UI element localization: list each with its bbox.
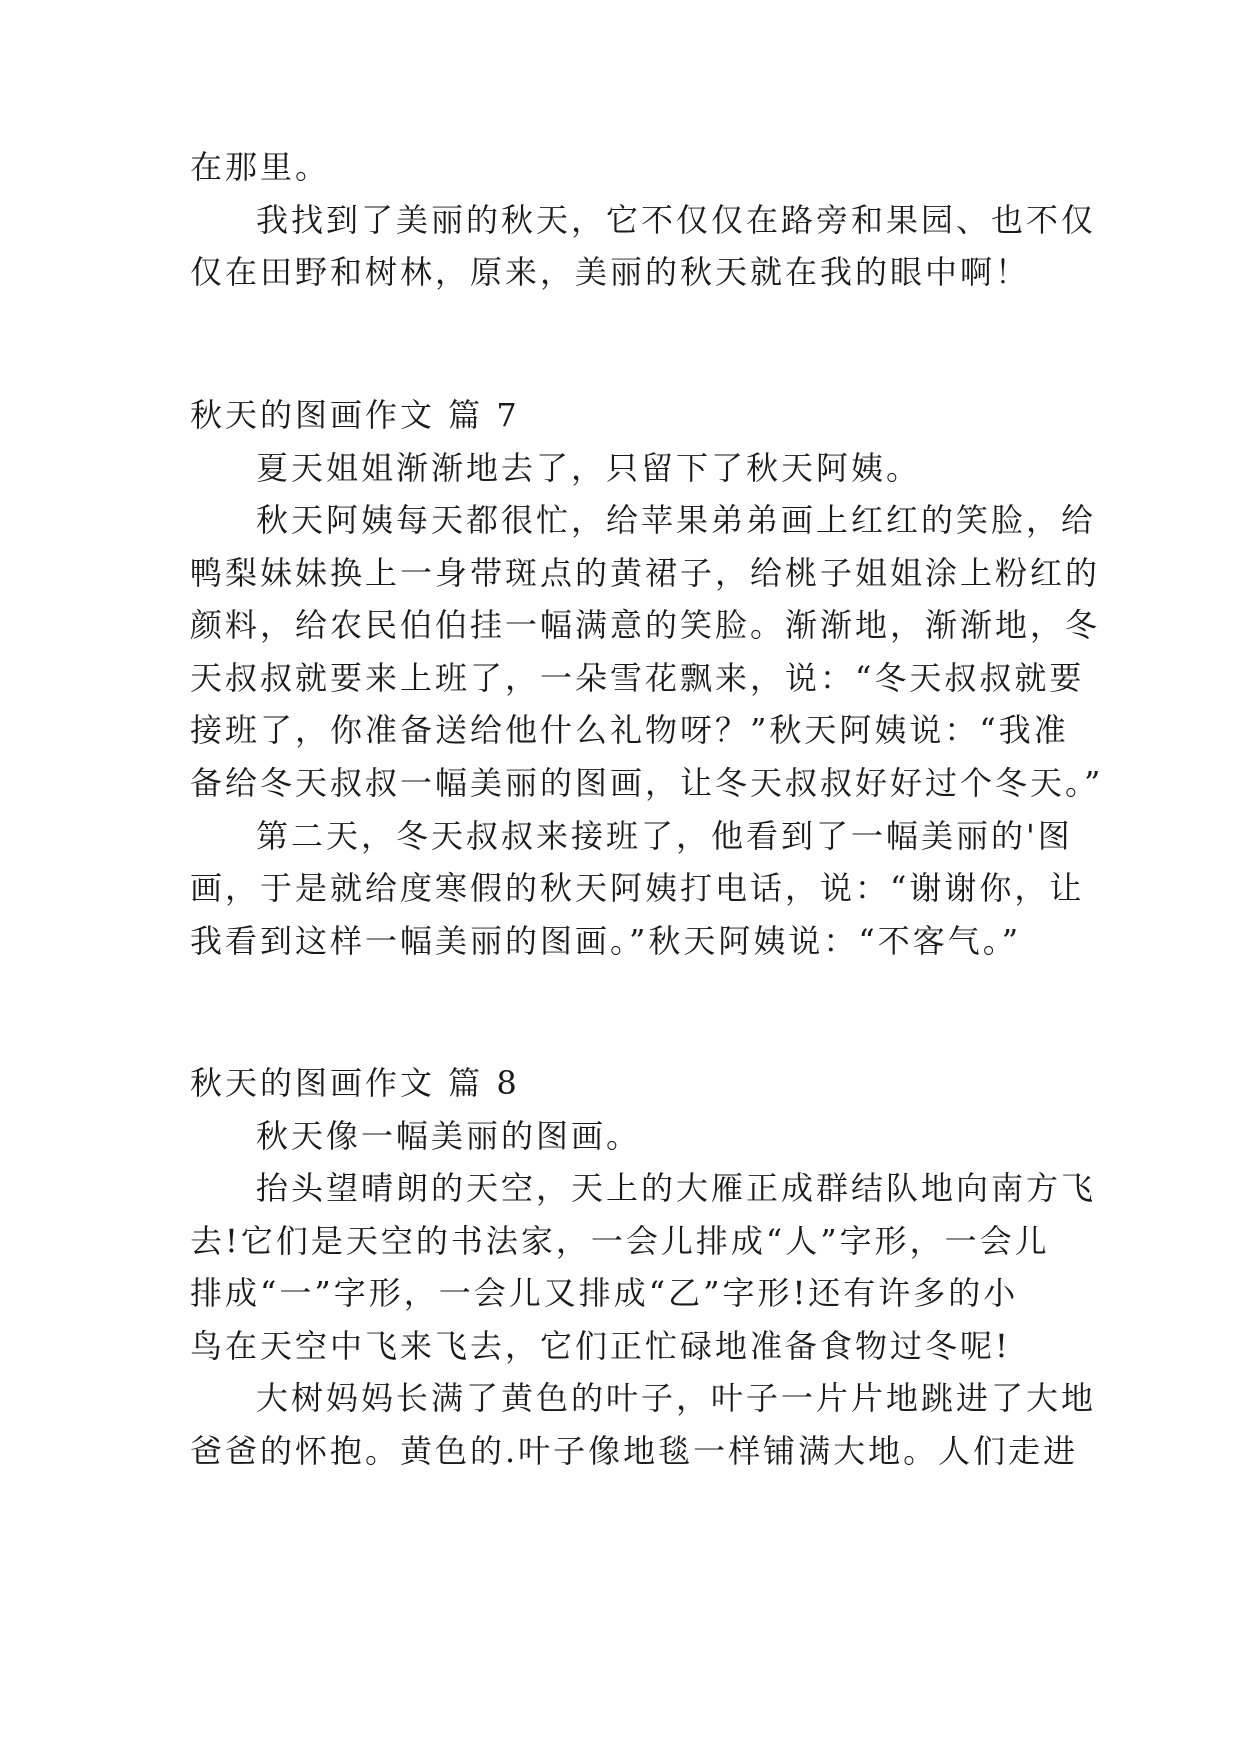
paragraph-line: 抬头望晴朗的天空，天上的大雁正成群结队地向南方飞 [256, 1169, 1097, 1207]
paragraph-line: 夏天姐姐渐渐地去了，只留下了秋天阿姨。 [256, 449, 922, 487]
paragraph-line: 鸟在天空中飞来飞去，它们正忙碌地准备食物过冬呢! [190, 1327, 1011, 1365]
paragraph-line: 秋天阿姨每天都很忙，给苹果弟弟画上红红的笑脸，给 [256, 501, 1097, 539]
paragraph-line: 画，于是就给度寒假的秋天阿姨打电话，说：“谢谢你，让 [190, 869, 1085, 907]
paragraph-line: 我找到了美丽的秋天，它不仅仅在路旁和果园、也不仅 [256, 201, 1097, 239]
paragraph-line: 颜料，给农民伯伯挂一幅满意的笑脸。渐渐地，渐渐地，冬 [190, 606, 1101, 644]
section-heading: 秋天的图画作文 篇 8 [190, 1064, 520, 1102]
paragraph-line: 第二天，冬天叔叔来接班了，他看到了一幅美丽的'图 [256, 817, 1073, 855]
paragraph-line: 天叔叔就要来上班了，一朵雪花飘来，说：“冬天叔叔就要 [190, 659, 1085, 697]
paragraph-line: 大树妈妈长满了黄色的叶子，叶子一片片地跳进了大地 [256, 1379, 1097, 1417]
paragraph-line: 去!它们是天空的书法家，一会儿排成“人”字形，一会儿 [190, 1222, 1050, 1260]
paragraph-line: 爸爸的怀抱。黄色的.叶子像地毯一样铺满大地。人们走进 [190, 1432, 1079, 1470]
paragraph-line: 在那里。 [190, 148, 331, 186]
paragraph-line: 备给冬天叔叔一幅美丽的图画，让冬天叔叔好好过个冬天。” [190, 764, 1104, 802]
paragraph-line: 仅在田野和树林，原来，美丽的秋天就在我的眼中啊！ [190, 253, 1031, 291]
paragraph-line: 秋天像一幅美丽的图画。 [256, 1117, 642, 1155]
paragraph-line: 排成“一”字形，一会儿又排成“乙”字形!还有许多的小 [190, 1274, 1019, 1312]
paragraph-line: 鸭梨妹妹换上一身带斑点的黄裙子，给桃子姐姐涂上粉红的 [190, 554, 1101, 592]
section-heading: 秋天的图画作文 篇 7 [190, 396, 520, 434]
paragraph-line: 接班了，你准备送给他什么礼物呀？”秋天阿姨说：“我准 [190, 711, 1069, 749]
paragraph-line: 我看到这样一幅美丽的图画。”秋天阿姨说：“不客气。” [190, 922, 1022, 960]
